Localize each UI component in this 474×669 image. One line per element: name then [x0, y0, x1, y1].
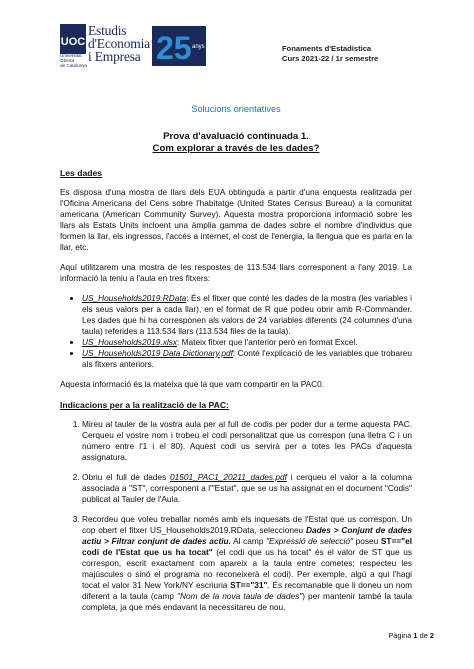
course-info: [282, 44, 378, 64]
file-name-xlsx[interactable]: US_Households2019.xlsx: [82, 337, 178, 347]
list-item: • US_Households2019.RData: És el fitxer que conté les dades de la mostra (les variables i els seus valors per a cada llar), en el format de R que podeu obrir amb R-Commander. Les dades que hi ha corresponen als valors de 24 variables diferents (24 columnes d'una taula) referides a 113.534 llars (113.534 files de la taula).: [82, 293, 412, 337]
file-list: [60, 293, 412, 370]
paragraph-same-info: Aquesta informació és la mateixa que la que vam compartir en la PAC0.: [60, 379, 325, 389]
instruction-step-3: 3. Recordeu que voleu treballar només amb els inquesats de l'Estat que us correspon. Un cop obert el fitxer US_Households2019.RData, seleccioneu Dades > Conjunt de dades actiu > Filtrar conjunt de dades actiu. Al camp "Expressió de selecció" poseu ST=="el codi de l'Estat que us ha tocat" (el codi que us ha tocat" és el valor de ST que us correspon, escrit exactament com apareix a la taula entre cometes; respecteu les majúscules o sinó el programa no reconeixerà el codi). Per exemple, algú a qui l'hagi tocat el valor 31 New York/NY escriuria ST=="31". És recomanable que li doneu un nom diferent a la taula (camp "Nom de la nova taula de dades") per mantenir també la taula completa, ja que més endavant la necessitareu de nou.: [82, 514, 412, 613]
section-heading-instructions: Indicacions per a la realització de la PAC:: [60, 400, 229, 410]
instructions-list: [60, 419, 412, 613]
menu-path: Dades > Conjunt de dades actiu > Filtrar conjunt de dades actiu.: [82, 525, 412, 546]
course-term: Curs 2021-22 / 1r semestre: [282, 54, 379, 63]
page-number: Pàgina 1 de 2: [388, 631, 434, 640]
uoc-small-text: Universitat Oberta de Catalunya: [60, 53, 88, 68]
document-title: Prova d'avaluació continuada 1. Com explorar a través de les dades?: [152, 131, 320, 154]
file-name-rdata[interactable]: US_Households2019.RData: [82, 293, 187, 303]
paragraph-sample: Aquí utilitzarem una mostra de les respostes de 113.534 llars corresponent a l'any 2019. La informació la teniu a l'aula en tres fitxers:: [60, 262, 412, 283]
section-heading-data: Les dades: [60, 168, 103, 178]
document-header: [60, 22, 420, 70]
badge-number: 25: [156, 30, 192, 66]
instruction-step-1: 1. Mireu al tauler de la vostra aula per al full de codis per poder dur a terme aquesta PAC. Cerqueu el vostre nom i trobeu el codi personalitzat que us correspon (una lletra C i un número entre l'1 i el 80). Aquest codi us servirà per a totes les PACs d'aquesta assignatura.: [82, 419, 412, 463]
school-name: Estudis d'Economia i Empresa: [88, 23, 150, 64]
document-body: [60, 104, 412, 622]
course-title: Fonaments d'Estadística: [282, 44, 372, 53]
instruction-step-2: 2. Obriu el full de dades 01501_PAC1_20211_dades.pdf i cerqueu el valor a la columna associada a "ST", corresponent a l'"Estat", que se us ha assignat en el document "Codis" publicat al Tauler de l'Aula.: [82, 472, 412, 505]
anniversary-badge-icon: [152, 26, 206, 66]
badge-text: anys: [192, 44, 205, 50]
file-name-dictionary[interactable]: US_Households2019 Data Dictionary.pdf: [82, 348, 233, 358]
paragraph-intro: Es disposa d'una mostra de llars dels EUA obtinguda a partir d'una enquesta realitzada per l'Oficina Americana del Cens sobre l'habitatge (United States Census Bureau) a la comunitat americana (American Community Survey). Aquesta mostra proporciona informació sobre les llars als Estats Units incloent una àmplia gamma de dades sobre el nombre d'individus que formen la llar, els ingressos, l'accés a internet, el cost de l'energia, la llengua que es parla en la llar, etc.: [60, 187, 412, 252]
selection-expression: ST=="el codi de l'Estat que us ha tocat": [82, 536, 413, 557]
solutions-heading: Solucions orientatives: [191, 104, 281, 114]
list-item: • US_Households2019.xlsx: Mateix fitxer que l'anterior però en format Excel.: [82, 337, 412, 348]
uoc-abbrev: UOC: [60, 36, 86, 48]
list-item: • US_Households2019 Data Dictionary.pdf: Conté l'explicació de les variables que trobareu als fitxers anteriors.: [82, 348, 412, 370]
data-file-link[interactable]: 01501_PAC1_20211_dades.pdf: [170, 472, 287, 482]
